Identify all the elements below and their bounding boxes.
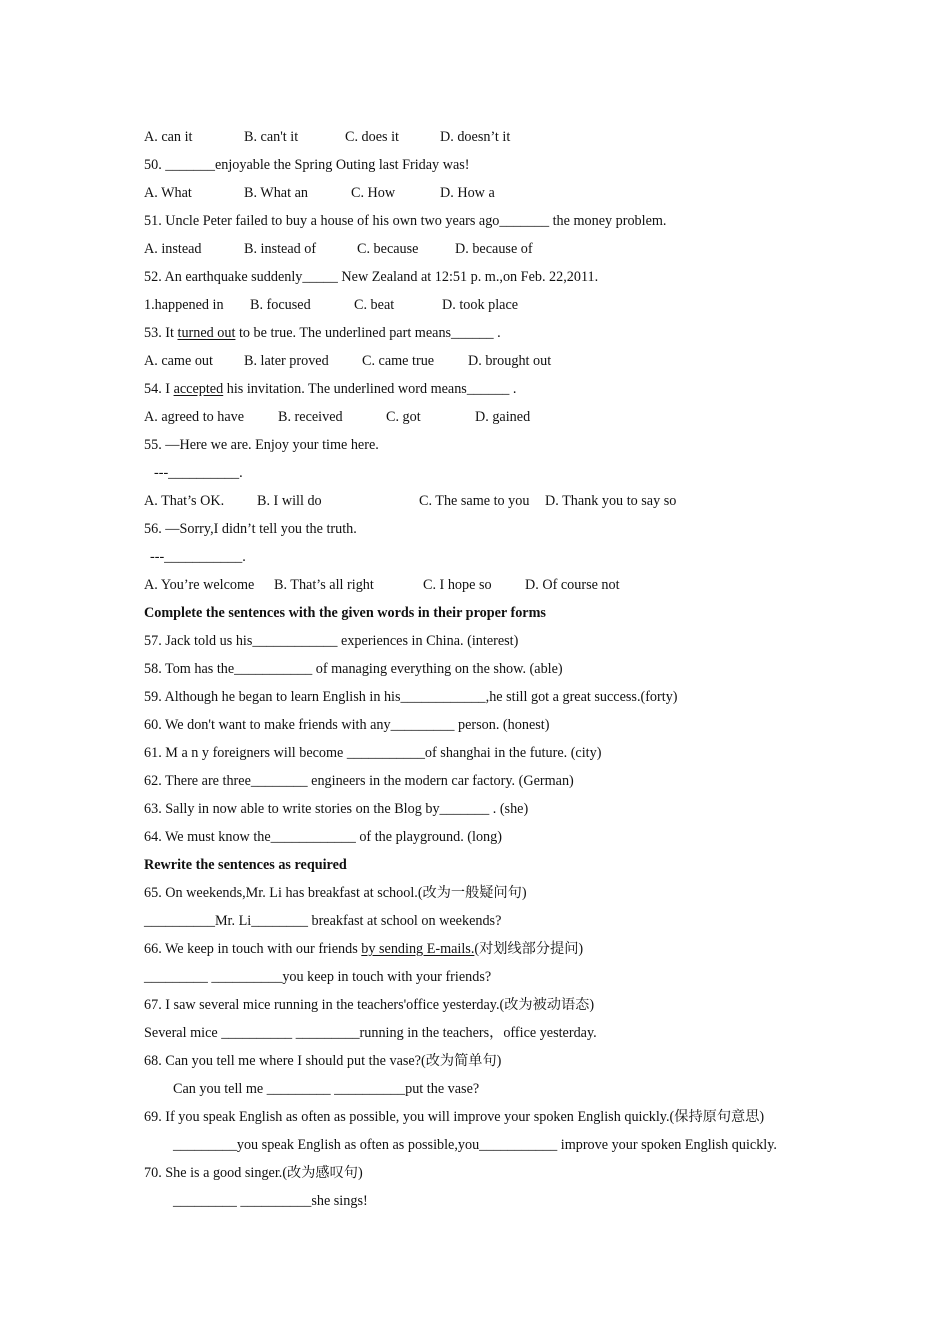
question-63: 63. Sally in now able to write stories on the Blog by_______ . (she) (144, 801, 529, 817)
option-b: B. That’s all right (274, 577, 374, 593)
question-68: 68. Can you tell me where I should put the vase?(改为简单句) (144, 1053, 502, 1069)
stem-text: his invitation. The underlined word means______ . (223, 381, 517, 397)
underlined-phrase: by sending E-mails. (361, 941, 475, 957)
option-a: A. That’s OK. (144, 493, 225, 509)
answer-69: _________you speak English as often as possible,you___________ improve your spoken English quickly. (173, 1137, 777, 1153)
option-a: A. instead (144, 241, 202, 257)
option-b: B. later proved (244, 353, 329, 369)
option-b: B. received (278, 409, 343, 425)
question-62: 62. There are three________ engineers in the modern car factory. (German) (144, 773, 574, 789)
question-52-stem: 52. An earthquake suddenly_____ New Zealand at 12:51 p. m.,on Feb. 22,2011. (144, 269, 599, 285)
underlined-phrase: turned out (177, 325, 236, 341)
question-56-reply: ---___________. (150, 549, 246, 565)
underlined-word: accepted (173, 381, 224, 397)
stem-text: 53. It (144, 325, 178, 341)
question-55-stem: 55. —Here we are. Enjoy your time here. (144, 437, 379, 453)
option-c: C. The same to you (419, 493, 530, 509)
option-d: D. doesn’t it (440, 129, 511, 145)
question-61: 61. M a n y foreigners will become ___________of shanghai in the future. (city) (144, 745, 602, 761)
question-57: 57. Jack told us his____________ experiences in China. (interest) (144, 633, 519, 649)
answer-65: __________Mr. Li________ breakfast at school on weekends? (144, 913, 502, 929)
option-c: C. because (357, 241, 419, 257)
option-d: D. brought out (468, 353, 552, 369)
option-b: B. focused (250, 297, 311, 313)
question-55-reply: ---__________. (154, 465, 243, 481)
option-a: 1.happened in (144, 297, 224, 313)
question-70: 70. She is a good singer.(改为感叹句) (144, 1165, 363, 1181)
stem-text: 54. I (144, 381, 174, 397)
question-67: 67. I saw several mice running in the teachers'office yesterday.(改为被动语态) (144, 997, 595, 1013)
question-53-stem (144, 324, 501, 342)
question-64: 64. We must know the____________ of the playground. (long) (144, 829, 502, 845)
question-59: 59. Although he began to learn English in his____________,he still got a great success.(forty) (144, 689, 678, 705)
option-b: B. instead of (244, 241, 317, 257)
option-a: A. came out (144, 353, 213, 369)
question-54-stem (144, 380, 516, 398)
option-c: C. beat (354, 297, 395, 313)
question-56-stem: 56. —Sorry,I didn’t tell you the truth. (144, 521, 357, 537)
option-d: D. Thank you to say so (545, 493, 677, 509)
stem-text: to be true. The underlined part means______ . (235, 325, 501, 341)
option-b: B. I will do (257, 493, 322, 509)
option-d: D. How a (440, 185, 495, 201)
section-heading-word-forms: Complete the sentences with the given words in their proper forms (144, 605, 546, 621)
option-b: B. can't it (244, 129, 299, 145)
question-58: 58. Tom has the___________ of managing everything on the show. (able) (144, 661, 563, 677)
question-60: 60. We don't want to make friends with any_________ person. (honest) (144, 717, 550, 733)
question-69: 69. If you speak English as often as possible, you will improve your spoken English quickly.(保持原句意思) (144, 1109, 765, 1125)
question-51-stem: 51. Uncle Peter failed to buy a house of his own two years ago_______ the money problem. (144, 213, 667, 229)
option-d: D. gained (475, 409, 531, 425)
option-b: B. What an (244, 185, 308, 201)
option-d: D. took place (442, 297, 519, 313)
option-a: A. agreed to have (144, 409, 245, 425)
question-50-stem: 50. _______enjoyable the Spring Outing last Friday was! (144, 157, 470, 173)
option-d: D. because of (455, 241, 533, 257)
option-a: A. What (144, 185, 192, 201)
answer-67: Several mice __________ _________running in the teachers，office yesterday. (144, 1025, 597, 1041)
option-a: A. can it (144, 129, 193, 145)
question-65: 65. On weekends,Mr. Li has breakfast at school.(改为一般疑问句) (144, 885, 527, 901)
option-d: D. Of course not (525, 577, 620, 593)
answer-66: _________ __________you keep in touch with your friends? (144, 969, 492, 985)
question-66 (144, 940, 583, 958)
option-c: C. How (351, 185, 396, 201)
option-c: C. I hope so (423, 577, 492, 593)
answer-68: Can you tell me _________ __________put the vase? (173, 1081, 480, 1097)
instruction-text: (对划线部分提问) (474, 941, 584, 957)
option-c: C. came true (362, 353, 435, 369)
stem-text: 66. We keep in touch with our friends (144, 941, 362, 957)
section-heading-rewrite: Rewrite the sentences as required (144, 857, 347, 873)
answer-70: _________ __________she sings! (173, 1193, 368, 1209)
option-c: C. got (386, 409, 421, 425)
option-c: C. does it (345, 129, 399, 145)
option-a: A. You’re welcome (144, 577, 255, 593)
